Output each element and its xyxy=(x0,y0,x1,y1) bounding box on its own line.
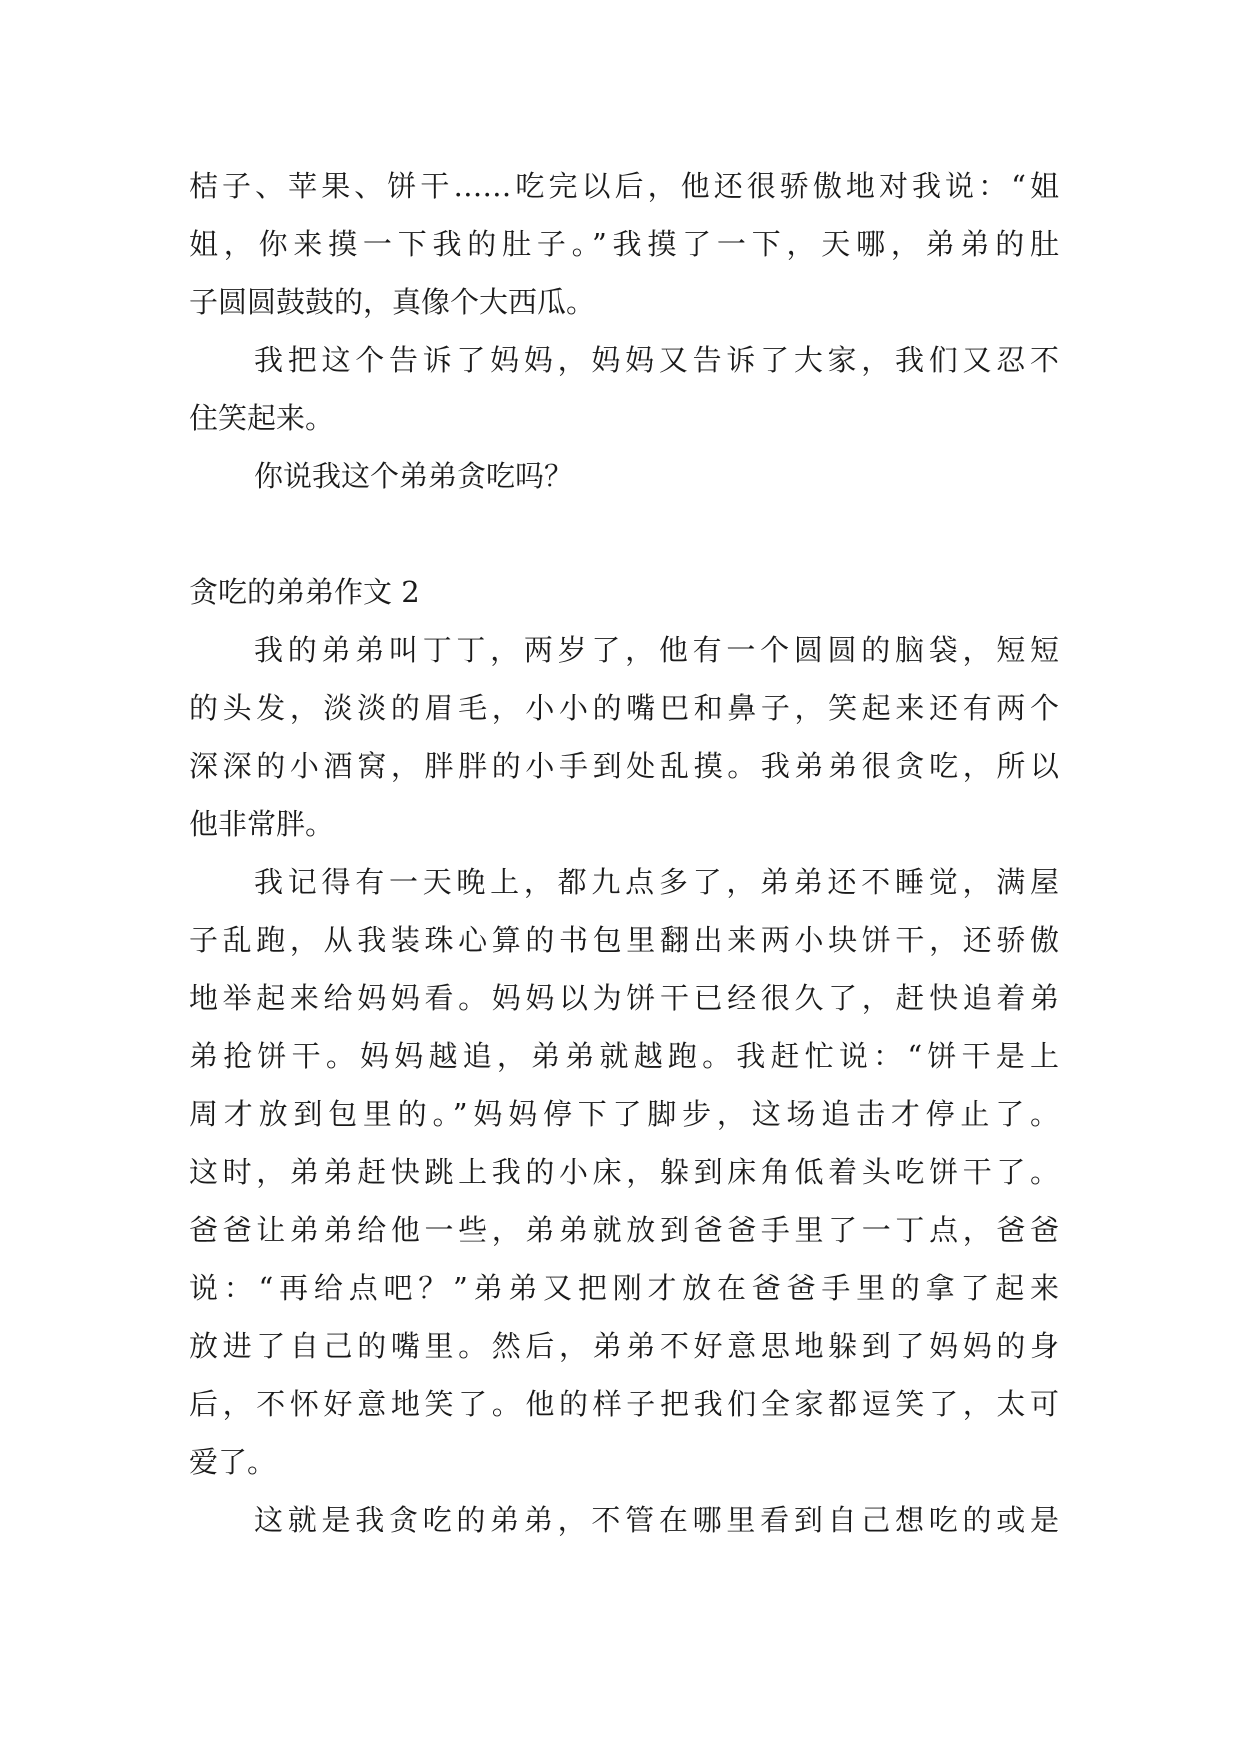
paragraph-line: 子乱跑，从我装珠心算的书包里翻出来两小块饼干，还骄傲 xyxy=(189,923,1059,957)
paragraph-line: 这时，弟弟赶快跳上我的小床，躲到床角低着头吃饼干了。 xyxy=(189,1155,1059,1189)
paragraph-line: 弟抢饼干。妈妈越追，弟弟就越跑。我赶忙说：“饼干是上 xyxy=(189,1039,1059,1073)
paragraph-line: 爸爸让弟弟给他一些，弟弟就放到爸爸手里了一丁点，爸爸 xyxy=(189,1213,1059,1247)
paragraph-line: 这就是我贪吃的弟弟，不管在哪里看到自己想吃的或是 xyxy=(254,1503,1059,1537)
paragraph-line: 子圆圆鼓鼓的，真像个大西瓜。 xyxy=(189,285,596,319)
paragraph-line: 桔子、苹果、饼干……吃完以后，他还很骄傲地对我说：“姐 xyxy=(189,169,1059,203)
paragraph-line: 姐，你来摸一下我的肚子。”我摸了一下，天哪，弟弟的肚 xyxy=(189,227,1059,261)
paragraph-line: 我把这个告诉了妈妈，妈妈又告诉了大家，我们又忍不 xyxy=(254,343,1059,377)
paragraph-line: 说：“再给点吧？”弟弟又把刚才放在爸爸手里的拿了起来 xyxy=(189,1271,1059,1305)
paragraph-line: 周才放到包里的。”妈妈停下了脚步，这场追击才停止了。 xyxy=(189,1097,1059,1131)
paragraph-line: 你说我这个弟弟贪吃吗？ xyxy=(254,459,574,493)
paragraph-line: 后，不怀好意地笑了。他的样子把我们全家都逗笑了，太可 xyxy=(189,1387,1059,1421)
paragraph-line: 我的弟弟叫丁丁，两岁了，他有一个圆圆的脑袋，短短 xyxy=(254,633,1059,667)
paragraph-line: 我记得有一天晚上，都九点多了，弟弟还不睡觉，满屋 xyxy=(254,865,1059,899)
paragraph-line: 地举起来给妈妈看。妈妈以为饼干已经很久了，赶快追着弟 xyxy=(189,981,1059,1015)
paragraph-line: 放进了自己的嘴里。然后，弟弟不好意思地躲到了妈妈的身 xyxy=(189,1329,1059,1363)
paragraph-line: 爱了。 xyxy=(189,1445,277,1479)
section-title: 贪吃的弟弟作文 2 xyxy=(189,575,420,609)
paragraph-line: 他非常胖。 xyxy=(189,807,335,841)
paragraph-line: 住笑起来。 xyxy=(189,401,335,435)
paragraph-line: 深深的小酒窝，胖胖的小手到处乱摸。我弟弟很贪吃，所以 xyxy=(189,749,1059,783)
paragraph-line: 的头发，淡淡的眉毛，小小的嘴巴和鼻子，笑起来还有两个 xyxy=(189,691,1059,725)
